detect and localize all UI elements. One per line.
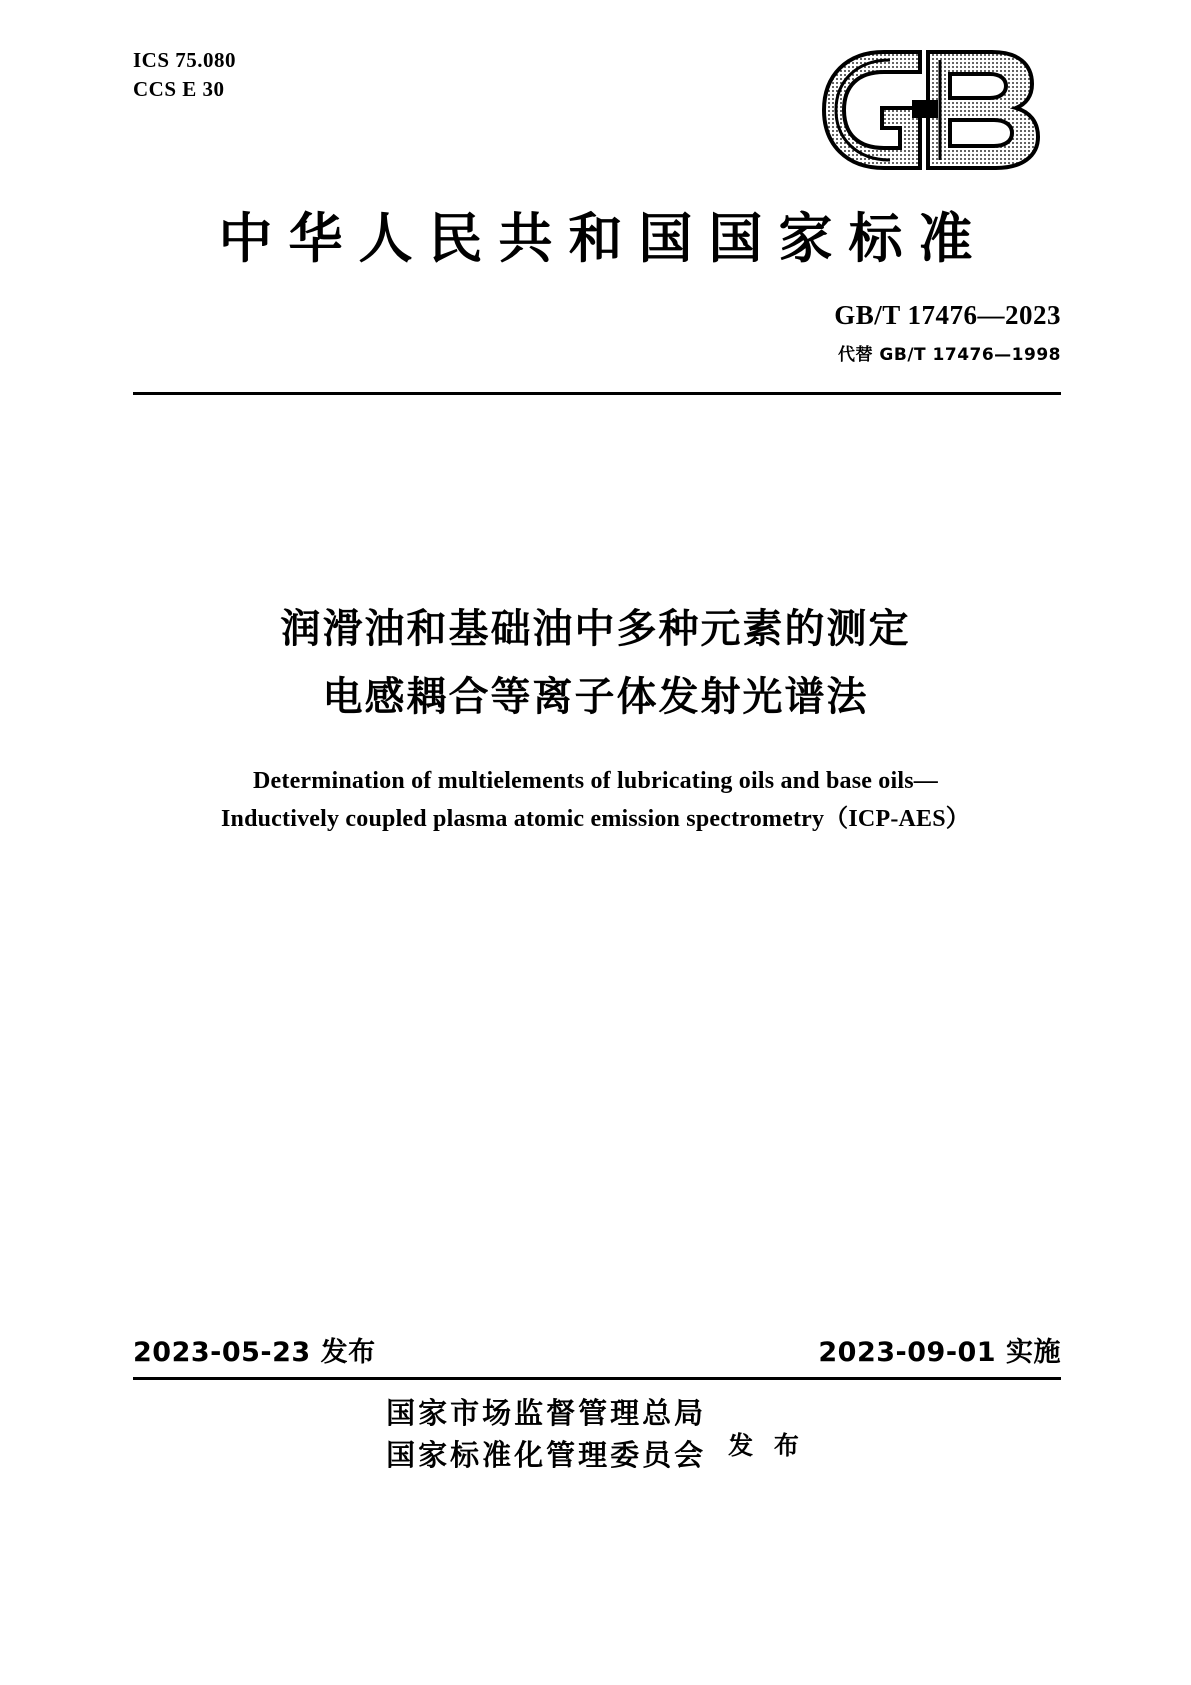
implementation-date: 2023-09-01 实施 — [818, 1337, 1061, 1368]
issuer-line-1: 国家市场监督管理总局 — [386, 1396, 707, 1430]
national-standard-title: 中华人民共和国国家标准 — [218, 207, 989, 270]
divider-bottom — [133, 1377, 1061, 1380]
issuer-line-2: 国家标准化管理委员会 — [386, 1438, 707, 1472]
ics-block — [133, 46, 236, 104]
issuer-names — [386, 1392, 706, 1476]
divider-top — [133, 392, 1061, 395]
publish-label: 发 布 — [728, 1431, 805, 1460]
document-title-en — [0, 762, 1191, 838]
ccs-code: CCS E 30 — [133, 77, 225, 101]
document-title-en-line1: Determination of multielements of lubricating oils and base oils— — [253, 768, 938, 794]
document-title-cn — [0, 595, 1191, 731]
footer-issuer — [0, 1392, 1191, 1476]
standard-number: GB/T 17476—2023 — [834, 300, 1061, 330]
document-title-en-line2: Inductively coupled plasma atomic emission spectrometry（ICP-AES） — [221, 806, 970, 832]
document-title-cn-line1: 润滑油和基础油中多种元素的测定 — [280, 606, 911, 652]
gb-logo-icon — [816, 42, 1066, 177]
standard-replaces: 代替 GB/T 17476—1998 — [837, 345, 1061, 365]
document-title-cn-line2: 电感耦合等离子体发射光谱法 — [322, 674, 869, 720]
issue-date: 2023-05-23 发布 — [133, 1337, 376, 1368]
ics-code: ICS 75.080 — [133, 48, 237, 72]
